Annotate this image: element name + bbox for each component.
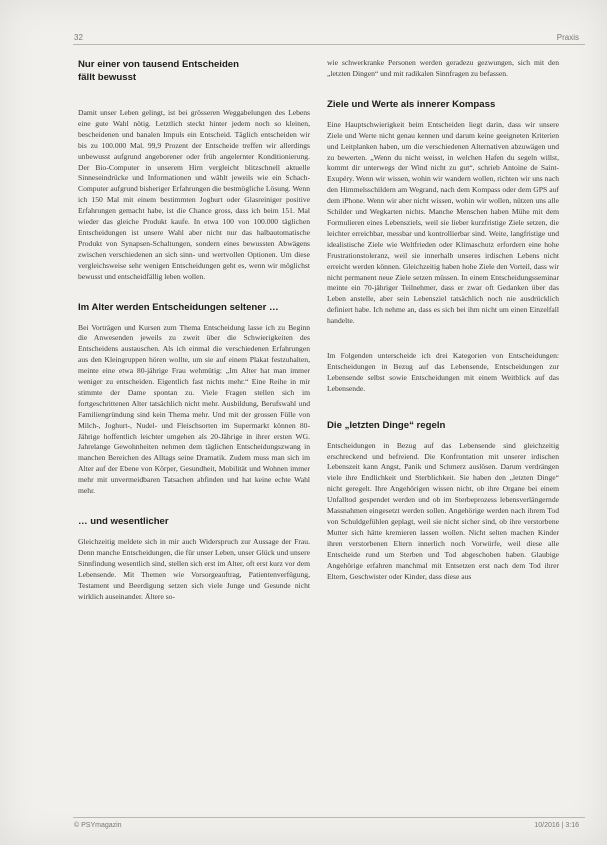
body-paragraph: Bei Vorträgen und Kursen zum Thema Entscheidung lasse ich zu Beginn die Anwesenden jeweils zu zweit über die Schwierigkeiten des Entscheidens austauschen. Als ich einmal die verschiedenen Erfahrungen aus den Kleingruppen hören wollte, um sie auf einem Plakat festzuhalten, meinte eine etwa 80-jährige Frau wehmütig: „Im Alter hat man immer weniger zu entscheiden. Eigentlich fast nichts mehr.“ Eine Reihe in mir stimmte der Dame spontan zu. Viele Fragen stellen sich im fortgeschrittenen Alter tatsächlich nicht mehr. Ausbildung, Berufswahl und Familiengründung sind kein Thema mehr. Und mit der grossen Fülle von Milch-, Joghurt-, Nudel- und Fleischsorten im Supermarkt können 80-Jährige hoffentlich leichter umgehen als 20-Jährige in ihrer ersten WG. Jahrelange Gewohnheiten nehmen dem täglichen Entscheidungszwang in manchen Bereichen des Alltags seine Dramatik. Zudem muss man sich im Alter auf der Ebene von Körper, Gesundheit, Mobilität und Wohnen immer mehr mit unvermeidbaren Tatsachen abfinden und hat keine echte Wahl mehr.	[78, 322, 310, 496]
right-column	[327, 58, 559, 582]
body-paragraph: wie schwerkranke Personen werden geradezu gezwungen, sich mit den „letzten Dingen“ und mit radikalen Sinnfragen zu befassen.	[327, 58, 559, 78]
body-paragraph: Damit unser Leben gelingt, ist bei grösseren Weggabelungen des Lebens eine gute Wahl nötig. Letztlich steckt hinter jedem noch so kleinen, bescheidenen und banalen Impuls ein Entscheid. Täglich entscheiden wir bis zu 100.000 Mal. 99,9 Prozent der Entscheide treffen wir allerdings unbewusst aufgrund angeborener oder früh angelernter Konditionierung. Der Bio-Computer in unserem Hirn vergleicht blitzschnell aktuelle Sinneseindrücke und Informationen und wählt jeweils wie ein Schach-Computer aufgrund bisheriger Erfahrungen die bestmögliche Lösung. Wenn ich 150 Mal mit einem bestimmten Joghurt oder Glasreiniger positive Erfahrungen gemacht habe, ist die Chance gross, dass ich beim 151. Mal wieder das gleiche Produkt kaufe. In etwa 100 von 100.000 täglichen Entscheidungen ist unsere Wahl aber nicht nur das halbautomatische Produkt von Synapsen-Schaltungen, sondern eines bewussten Abwägens zwischen verschiedenen an sich sinn- und wertvollen Optionen. Um diese vergleichsweise sehr wenigen Entscheidungen geht es, wenn wir möglichst bewusst und entscheidfällig leben wollen.	[78, 108, 310, 281]
section-heading: Ziele und Werte als innerer Kompass	[327, 98, 496, 110]
footer-publication: © PSYmagazin	[74, 822, 122, 829]
footer-rule	[73, 817, 585, 818]
section-heading: Die „letzten Dinge“ regeln	[327, 419, 446, 431]
body-paragraph: Eine Hauptschwierigkeit beim Entscheiden liegt darin, dass wir unsere Ziele und Werte nicht genau kennen und darum keine geeigneten Kriterien und Leitplanken haben, um die verschiedenen Alternativen abzuwägen und zu bewerten. „Wenn du nicht weisst, in welchen Hafen du segeln willst, kommt dir unterwegs der Wind nicht zu gut“, schrieb Antoine de Saint-Exupéry. Wenn wir wissen, wohin wir wandern wollen, richten wir uns nach den Himmelsschildern am Wegrand, nach dem Kompass oder dem GPS auf dem iPhone. Wenn wir aber nicht wissen, wohin wir wollen, nützen uns alle Schilder und Wegkarten nichts. Manche Menschen haben Mühe mit dem Formulieren eines Lebensziels, weil sie lieber kurzfristige Ziele setzen, die leichter erreichbar, messbar und kontrollierbar sind. Weite, langfristige und idealistische Ziele wie Weltfrieden oder Klimaschutz erfordern eine hohe Frustrationstoleranz, weil sie innerhalb unseres irdischen Lebens nicht erreicht werden können. Gleichzeitig haben hohe Ziele den Vorteil, dass wir nicht permanent neue Ziele setzen müssen. In einem Entscheidungsseminar meinte ein 70-jähriger Teilnehmer, dass er zwar oft Gedanken über das Leben anstelle, aber sein Lebensziel tatsächlich noch nie ausdrücklich definiert habe. Ich nehme an, dass es sich bei ihm nicht um einen Einzelfall handelte.	[327, 119, 559, 326]
body-paragraph: Gleichzeitig meldete sich in mir auch Widerspruch zur Aussage der Frau. Denn manche Entscheidungen, die für unser Leben, unser Glück und unsere Sinnfindung wesentlich sind, stellen sich erst im Alter, oft erst kurz vor dem Lebensende. Mit Themen wie Vorsorgeauftrag, Patientenverfügung, Testament und Beerdigung setzen sich viele Junge und Gesunde nicht wirklich auseinander. Ältere so-	[78, 537, 310, 601]
left-column	[78, 58, 310, 602]
section-heading: Nur einer von tausend Entscheiden fällt bewusst	[78, 59, 239, 83]
section-heading: … und wesentlicher	[78, 516, 169, 527]
header-rule	[73, 44, 585, 45]
page-number: 32	[74, 33, 83, 42]
footer-issue: 10/2016 | 3:16	[534, 822, 579, 829]
body-paragraph: Im Folgenden unterscheide ich drei Kategorien von Entscheidungen: Entscheidungen in Bezug auf das Lebensende, Entscheidungen zur Lebensende selbst sowie Entscheidungen mit einem Weitblick auf das Lebensende.	[327, 351, 559, 393]
body-paragraph: Entscheidungen in Bezug auf das Lebensende sind gleichzeitig erschreckend und befreiend. Die Konfrontation mit unserer irdischen Lebenszeit kann Angst, Panik und Schmerz auslösen. Darum verdrängen viele ihre Endlichkeit und Sterblichkeit. Sie haben den „letzten Dinge“ nicht geregelt. Ihre Angehörigen wissen nicht, ob ihre Organe bei einem Unfalltod gespendet werden und ob im Sterbeprozess lebensverlängernde Massnahmen eingesetzt werden sollen. Angehörige werden nach ihrem Tod von Schuldgefühlen geplagt, weil sie nicht sicher sind, ob ihre verstorbene Mutter sich hätte kremieren lassen wollen. Nicht selten machen Kinder ihren verstorbenen Eltern innerlich noch Vorwürfe, weil diese alle Entscheide rund um Sterben und Tod abgeschoben haben. Glaubige Angehörige erfahren manchmal mit Entsetzen erst nach dem Tod ihrer Eltern, Geschwister oder Kinder, dass diese aus	[327, 440, 559, 581]
section-heading: Im Alter werden Entscheidungen seltener …	[78, 301, 279, 313]
running-title: Praxis	[556, 33, 579, 42]
